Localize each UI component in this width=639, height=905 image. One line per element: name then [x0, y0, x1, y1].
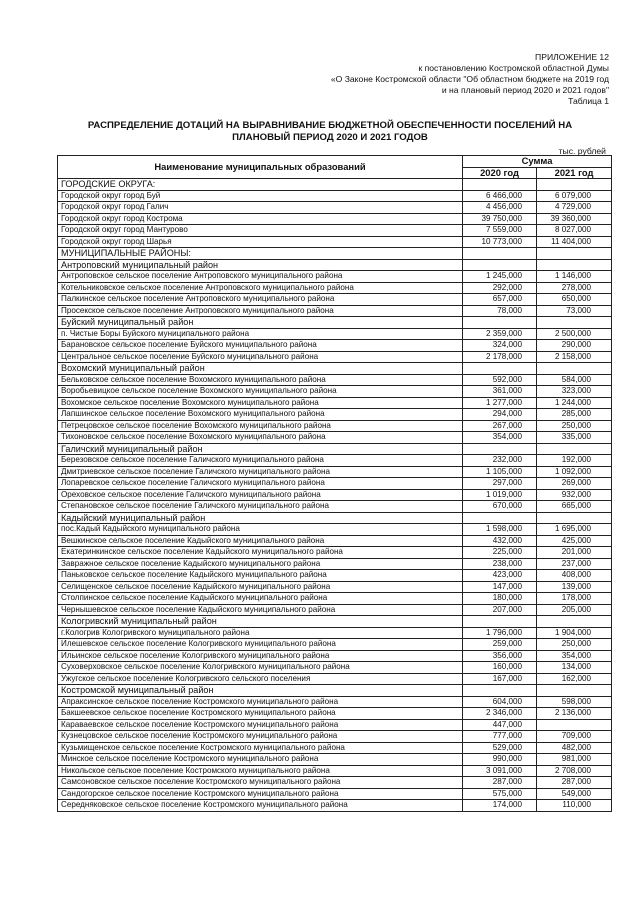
cell-2020: 207,000 — [463, 604, 537, 616]
section-row — [58, 317, 612, 329]
cell-2020: 529,000 — [463, 742, 537, 754]
cell-name: Вохомский муниципальный район — [58, 363, 463, 375]
cell-name: Вохомское сельское поселение Вохомского муниципального района — [58, 397, 463, 409]
cell-name: Городской округ город Кострома — [58, 213, 463, 225]
cell-2021: 598,000 — [537, 696, 612, 708]
cell-name: Селищенское сельское поселение Кадыйского муниципального района — [58, 581, 463, 593]
cell-2021: 134,000 — [537, 662, 612, 674]
cell-2021: 250,000 — [537, 420, 612, 432]
cell-2021 — [537, 443, 612, 455]
cell-2021: 1 146,000 — [537, 271, 612, 283]
cell-2020: 432,000 — [463, 535, 537, 547]
cell-2021: 709,000 — [537, 731, 612, 743]
cell-2020 — [463, 512, 537, 524]
cell-name: Чернышевское сельское поселение Кадыйского муниципального района — [58, 604, 463, 616]
cell-2021 — [537, 685, 612, 697]
cell-name: Просекское сельское поселение Антроповского муниципального района — [58, 305, 463, 317]
cell-name: Антроповский муниципальный район — [58, 259, 463, 271]
table-row — [58, 294, 612, 306]
cell-name: Ильинское сельское поселение Кологривского муниципального района — [58, 650, 463, 662]
cell-2020 — [463, 179, 537, 191]
cell-2021: 2 500,000 — [537, 328, 612, 340]
cell-2020 — [463, 248, 537, 260]
cell-2021: 2 708,000 — [537, 765, 612, 777]
cell-2020: 1 019,000 — [463, 489, 537, 501]
cell-name: Караваевское сельское поселение Костромского муниципального района — [58, 719, 463, 731]
cell-2021: 237,000 — [537, 558, 612, 570]
cell-2020: 670,000 — [463, 501, 537, 513]
cell-2020: 225,000 — [463, 547, 537, 559]
cell-2021: 1 695,000 — [537, 524, 612, 536]
cell-2021: 1 904,000 — [537, 627, 612, 639]
cell-2021: 285,000 — [537, 409, 612, 421]
cell-2020: 1 277,000 — [463, 397, 537, 409]
table-body — [58, 179, 612, 812]
appendix-header — [331, 52, 609, 107]
table-number: Таблица 1 — [568, 96, 609, 106]
cell-name: г.Кологрив Кологривского муниципального района — [58, 627, 463, 639]
section-row — [58, 259, 612, 271]
table-row — [58, 765, 612, 777]
cell-2020 — [463, 443, 537, 455]
cell-2021: 2 158,000 — [537, 351, 612, 363]
cell-2021: 549,000 — [537, 788, 612, 800]
cell-2021: 269,000 — [537, 478, 612, 490]
cell-2020: 1 796,000 — [463, 627, 537, 639]
table-row — [58, 374, 612, 386]
cell-2020: 361,000 — [463, 386, 537, 398]
cell-2021 — [537, 719, 612, 731]
table-row — [58, 777, 612, 789]
cell-2020: 6 466,000 — [463, 190, 537, 202]
table-row — [58, 478, 612, 490]
cell-2020: 160,000 — [463, 662, 537, 674]
cell-2021: 482,000 — [537, 742, 612, 754]
cell-name: Степановское сельское поселение Галичского муниципального района — [58, 501, 463, 513]
cell-name: Ореховское сельское поселение Галичского муниципального района — [58, 489, 463, 501]
cell-name: Кадыйский муниципальный район — [58, 512, 463, 524]
table-row — [58, 420, 612, 432]
cell-2021: 981,000 — [537, 754, 612, 766]
cell-2020: 147,000 — [463, 581, 537, 593]
table-row — [58, 535, 612, 547]
cell-name: Паньковское сельское поселение Кадыйского муниципального района — [58, 570, 463, 582]
section-row — [58, 616, 612, 628]
cell-2020: 1 598,000 — [463, 524, 537, 536]
cell-name: Галичский муниципальный район — [58, 443, 463, 455]
cell-2021: 2 136,000 — [537, 708, 612, 720]
cell-2020: 4 456,000 — [463, 202, 537, 214]
cell-2021: 192,000 — [537, 455, 612, 467]
cell-2020 — [463, 616, 537, 628]
table-row — [58, 455, 612, 467]
cell-2021: 323,000 — [537, 386, 612, 398]
cell-name: Бельковское сельское поселение Вохомского муниципального района — [58, 374, 463, 386]
cell-2020: 10 773,000 — [463, 236, 537, 248]
appendix-number: ПРИЛОЖЕНИЕ 12 — [535, 52, 609, 62]
cell-name: Бакшеевское сельское поселение Костромского муниципального района — [58, 708, 463, 720]
cell-name: Антроповское сельское поселение Антроповского муниципального района — [58, 271, 463, 283]
cell-name: Минское сельское поселение Костромского муниципального района — [58, 754, 463, 766]
cell-name: Дмитриевское сельское поселение Галичского муниципального района — [58, 466, 463, 478]
cell-2020: 592,000 — [463, 374, 537, 386]
title-line: РАСПРЕДЕЛЕНИЕ ДОТАЦИЙ НА ВЫРАВНИВАНИЕ БЮДЖЕТНОЙ ОБЕСПЕЧЕННОСТИ ПОСЕЛЕНИЙ НА — [87, 120, 573, 131]
cell-2021: 201,000 — [537, 547, 612, 559]
cell-2020: 78,000 — [463, 305, 537, 317]
cell-2020: 294,000 — [463, 409, 537, 421]
cell-2021: 73,000 — [537, 305, 612, 317]
table-row — [58, 271, 612, 283]
table-row — [58, 604, 612, 616]
column-header-sum: Сумма — [463, 156, 612, 168]
cell-name: Палкинское сельское поселение Антроповского муниципального района — [58, 294, 463, 306]
table-row — [58, 305, 612, 317]
cell-2020: 238,000 — [463, 558, 537, 570]
cell-name: Городской округ город Галич — [58, 202, 463, 214]
cell-2020: 287,000 — [463, 777, 537, 789]
cell-name: Екатеринкинское сельское поселение Кадыйского муниципального района — [58, 547, 463, 559]
cell-name: Городской округ город Шарья — [58, 236, 463, 248]
cell-2020: 356,000 — [463, 650, 537, 662]
cell-2020 — [463, 259, 537, 271]
cell-2021: 354,000 — [537, 650, 612, 662]
cell-2020 — [463, 317, 537, 329]
cell-2021: 287,000 — [537, 777, 612, 789]
table-row — [58, 466, 612, 478]
table-row — [58, 213, 612, 225]
table-row — [58, 662, 612, 674]
cell-name: Воробьевицкое сельское поселение Вохомского муниципального района — [58, 386, 463, 398]
cell-2021: 162,000 — [537, 673, 612, 685]
cell-name: Кологривский муниципальный район — [58, 616, 463, 628]
cell-name: Костромской муниципальный район — [58, 685, 463, 697]
cell-2021: 250,000 — [537, 639, 612, 651]
table-row — [58, 708, 612, 720]
table-row — [58, 788, 612, 800]
table-row — [58, 409, 612, 421]
cell-name: Барановское сельское поселение Буйского муниципального района — [58, 340, 463, 352]
cell-2020: 777,000 — [463, 731, 537, 743]
cell-2020: 447,000 — [463, 719, 537, 731]
cell-name: Никольское сельское поселение Костромского муниципального района — [58, 765, 463, 777]
table-row — [58, 236, 612, 248]
section-row — [58, 248, 612, 260]
appendix-ref-line: и на плановый период 2020 и 2021 годов" — [441, 85, 609, 95]
cell-2021: 425,000 — [537, 535, 612, 547]
cell-name: Лапшинское сельское поселение Вохомского муниципального района — [58, 409, 463, 421]
cell-name: Столпинское сельское поселение Кадыйского муниципального района — [58, 593, 463, 605]
cell-name: Буйский муниципальный район — [58, 317, 463, 329]
cell-2020 — [463, 363, 537, 375]
cell-name: ГОРОДСКИЕ ОКРУГА: — [58, 179, 463, 191]
cell-2020: 232,000 — [463, 455, 537, 467]
section-row — [58, 512, 612, 524]
cell-2020: 354,000 — [463, 432, 537, 444]
section-row — [58, 363, 612, 375]
table-row — [58, 432, 612, 444]
cell-2020: 1 105,000 — [463, 466, 537, 478]
column-header-2020: 2020 год — [463, 167, 537, 179]
table-row — [58, 282, 612, 294]
cell-2021: 1 244,000 — [537, 397, 612, 409]
cell-2020: 324,000 — [463, 340, 537, 352]
cell-name: МУНИЦИПАЛЬНЫЕ РАЙОНЫ: — [58, 248, 463, 260]
section-row — [58, 179, 612, 191]
cell-2021: 6 079,000 — [537, 190, 612, 202]
cell-2021 — [537, 512, 612, 524]
cell-2020: 39 750,000 — [463, 213, 537, 225]
cell-name: Тихоновское сельское поселение Вохомского муниципального района — [58, 432, 463, 444]
cell-2020: 174,000 — [463, 800, 537, 812]
cell-2021: 290,000 — [537, 340, 612, 352]
title-line: ПЛАНОВЫЙ ПЕРИОД 2020 И 2021 ГОДОВ — [232, 132, 428, 143]
cell-name: Котельниковское сельское поселение Антроповского муниципального района — [58, 282, 463, 294]
table-row — [58, 570, 612, 582]
cell-name: Петрецовское сельское поселение Вохомского муниципального района — [58, 420, 463, 432]
table-row — [58, 547, 612, 559]
cell-2020: 3 091,000 — [463, 765, 537, 777]
table-row — [58, 719, 612, 731]
section-row — [58, 443, 612, 455]
table-row — [58, 489, 612, 501]
table-row — [58, 742, 612, 754]
cell-2020: 267,000 — [463, 420, 537, 432]
table-row — [58, 501, 612, 513]
cell-name: Центральное сельское поселение Буйского муниципального района — [58, 351, 463, 363]
table-row — [58, 225, 612, 237]
table-row — [58, 340, 612, 352]
cell-name: Сандогорское сельское поселение Костромского муниципального района — [58, 788, 463, 800]
cell-2021: 1 092,000 — [537, 466, 612, 478]
cell-2020: 292,000 — [463, 282, 537, 294]
cell-name: Вешкинское сельское поселение Кадыйского муниципального района — [58, 535, 463, 547]
table-row — [58, 650, 612, 662]
cell-2020: 2 346,000 — [463, 708, 537, 720]
cell-name: Середняковское сельское поселение Костромского муниципального района — [58, 800, 463, 812]
cell-2021: 665,000 — [537, 501, 612, 513]
appendix-ref-line: «О Законе Костромской области "Об областном бюджете на 2019 год — [330, 74, 609, 84]
table-row — [58, 351, 612, 363]
cell-2020: 259,000 — [463, 639, 537, 651]
subsidy-table — [57, 155, 612, 812]
cell-2021: 8 027,000 — [537, 225, 612, 237]
table-row — [58, 673, 612, 685]
cell-2021 — [537, 248, 612, 260]
cell-2020: 180,000 — [463, 593, 537, 605]
section-row — [58, 685, 612, 697]
cell-2021: 205,000 — [537, 604, 612, 616]
cell-name: Кузнецовское сельское поселение Костромского муниципального района — [58, 731, 463, 743]
cell-2021: 650,000 — [537, 294, 612, 306]
column-header-name: Наименование муниципальных образований — [58, 156, 463, 179]
cell-2020: 1 245,000 — [463, 271, 537, 283]
cell-2021 — [537, 317, 612, 329]
cell-2020: 657,000 — [463, 294, 537, 306]
table-row — [58, 558, 612, 570]
cell-2021: 110,000 — [537, 800, 612, 812]
cell-2021: 408,000 — [537, 570, 612, 582]
cell-2021: 4 729,000 — [537, 202, 612, 214]
document-title — [60, 120, 600, 144]
cell-2021 — [537, 363, 612, 375]
cell-name: пос.Кадый Кадыйского муниципального района — [58, 524, 463, 536]
cell-2021: 39 360,000 — [537, 213, 612, 225]
cell-2020: 297,000 — [463, 478, 537, 490]
table-row — [58, 754, 612, 766]
cell-name: Суховерховское сельское поселение Кологривского муниципального района — [58, 662, 463, 674]
cell-name: Самсоновское сельское поселение Костромского муниципального района — [58, 777, 463, 789]
appendix-ref-line: к постановлению Костромской областной Думы — [418, 63, 609, 73]
table-row — [58, 386, 612, 398]
cell-name: Городской округ город Буй — [58, 190, 463, 202]
cell-name: Апраксинское сельское поселение Костромского муниципального района — [58, 696, 463, 708]
cell-2021: 335,000 — [537, 432, 612, 444]
cell-name: Ужугское сельское поселение Кологривского сельского поселения — [58, 673, 463, 685]
cell-2020: 423,000 — [463, 570, 537, 582]
cell-2021: 11 404,000 — [537, 236, 612, 248]
cell-2020: 604,000 — [463, 696, 537, 708]
cell-name: Кузьмищенское сельское поселение Костромского муниципального района — [58, 742, 463, 754]
column-header-2021: 2021 год — [537, 167, 612, 179]
cell-2020: 575,000 — [463, 788, 537, 800]
table-row — [58, 593, 612, 605]
cell-2021: 178,000 — [537, 593, 612, 605]
table-row — [58, 397, 612, 409]
table-row — [58, 800, 612, 812]
cell-name: Городской округ город Мантурово — [58, 225, 463, 237]
table-row — [58, 202, 612, 214]
table-row — [58, 696, 612, 708]
table-row — [58, 524, 612, 536]
cell-2021: 139,000 — [537, 581, 612, 593]
table-row — [58, 639, 612, 651]
cell-2020: 2 359,000 — [463, 328, 537, 340]
cell-2021 — [537, 616, 612, 628]
cell-2021: 584,000 — [537, 374, 612, 386]
cell-2020: 2 178,000 — [463, 351, 537, 363]
table-row — [58, 627, 612, 639]
cell-2021 — [537, 259, 612, 271]
cell-2020 — [463, 685, 537, 697]
units-label: тыс. рублей — [558, 146, 606, 156]
table-row — [58, 328, 612, 340]
cell-2020: 7 559,000 — [463, 225, 537, 237]
cell-2021 — [537, 179, 612, 191]
cell-name: Березовское сельское поселение Галичского муниципального района — [58, 455, 463, 467]
cell-2020: 167,000 — [463, 673, 537, 685]
cell-2020: 990,000 — [463, 754, 537, 766]
cell-name: Завражное сельское поселение Кадыйского муниципального района — [58, 558, 463, 570]
cell-name: п. Чистые Боры Буйского муниципального района — [58, 328, 463, 340]
cell-name: Илешевское сельское поселение Кологривского муниципального района — [58, 639, 463, 651]
table-row — [58, 581, 612, 593]
table-row — [58, 731, 612, 743]
table-row — [58, 190, 612, 202]
cell-2021: 932,000 — [537, 489, 612, 501]
cell-2021: 278,000 — [537, 282, 612, 294]
cell-name: Лопаревское сельское поселение Галичского муниципального района — [58, 478, 463, 490]
